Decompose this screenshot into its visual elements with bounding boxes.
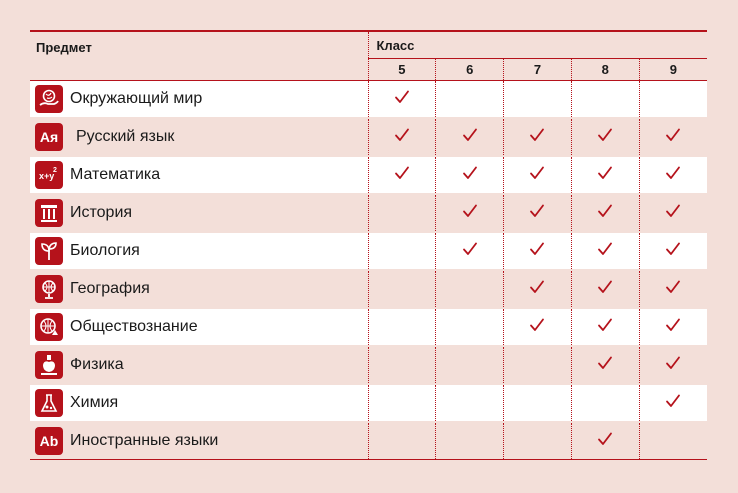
- subject-name: География: [70, 280, 150, 297]
- subject-cell: [30, 232, 368, 270]
- plant-icon: [35, 237, 63, 265]
- grade-cell-8: [571, 308, 639, 346]
- grade-cell-8: [571, 232, 639, 270]
- subject-name: Математика: [70, 166, 161, 183]
- grade-cell-5: [368, 118, 436, 156]
- subject-name: Биология: [70, 242, 140, 259]
- table-row: [30, 156, 707, 194]
- grade-cell-6: [436, 422, 504, 460]
- subject-cell: [30, 422, 368, 460]
- checkmark-icon: [665, 317, 681, 333]
- grade-cell-7: [504, 422, 572, 460]
- grade-cell-6: [436, 346, 504, 384]
- letters-ab-icon: [35, 427, 63, 455]
- header-grade-8: 8: [571, 59, 639, 81]
- grade-cell-8: [571, 156, 639, 194]
- checkmark-icon: [462, 127, 478, 143]
- checkmark-icon: [529, 317, 545, 333]
- grade-cell-5: [368, 194, 436, 232]
- subject-cell: [30, 308, 368, 346]
- subject-cell: [30, 346, 368, 384]
- header-grade-6: 6: [436, 59, 504, 81]
- checkmark-icon: [665, 279, 681, 295]
- grade-cell-9: [639, 156, 707, 194]
- checkmark-icon: [665, 127, 681, 143]
- checkmark-icon: [597, 203, 613, 219]
- subject-name: История: [70, 204, 133, 221]
- table-row: [30, 194, 707, 232]
- checkmark-icon: [665, 355, 681, 371]
- subject-name: Иностранные языки: [70, 432, 219, 449]
- grade-cell-5: [368, 232, 436, 270]
- grade-cell-9: [639, 270, 707, 308]
- grade-cell-9: [639, 308, 707, 346]
- checkmark-icon: [665, 203, 681, 219]
- checkmark-icon: [665, 393, 681, 409]
- math-xy-icon: [35, 161, 63, 189]
- table-row: [30, 384, 707, 422]
- grade-cell-6: [436, 81, 504, 119]
- checkmark-icon: [597, 431, 613, 447]
- grade-cell-8: [571, 194, 639, 232]
- grade-cell-7: [504, 232, 572, 270]
- grade-cell-6: [436, 156, 504, 194]
- checkmark-icon: [394, 89, 410, 105]
- subject-name: Обществознание: [70, 318, 198, 335]
- grade-cell-7: [504, 156, 572, 194]
- letters-aya-icon: [35, 123, 63, 151]
- grade-cell-7: [504, 384, 572, 422]
- grade-cell-6: [436, 308, 504, 346]
- svg-text:2: 2: [53, 167, 57, 174]
- grade-cell-7: [504, 308, 572, 346]
- grade-cell-7: [504, 194, 572, 232]
- grade-cell-6: [436, 232, 504, 270]
- grade-cell-8: [571, 346, 639, 384]
- grade-cell-5: [368, 270, 436, 308]
- grade-cell-9: [639, 384, 707, 422]
- checkmark-icon: [597, 165, 613, 181]
- checkmark-icon: [529, 203, 545, 219]
- header-subject: Предмет: [30, 31, 368, 81]
- subject-name: Окружающий мир: [70, 90, 203, 107]
- header-grade-9: 9: [639, 59, 707, 81]
- table-row: [30, 422, 707, 460]
- checkmark-icon: [597, 279, 613, 295]
- grade-cell-5: [368, 384, 436, 422]
- checkmark-icon: [597, 317, 613, 333]
- grade-cell-7: [504, 81, 572, 119]
- icon-lettering: Ab: [39, 433, 59, 449]
- icon-lettering: Ая: [39, 129, 59, 145]
- subject-cell: [30, 270, 368, 308]
- checkmark-icon: [529, 165, 545, 181]
- checkmark-icon: [462, 241, 478, 257]
- globe-people-icon: [35, 313, 63, 341]
- table-row: [30, 118, 707, 156]
- checkmark-icon: [529, 279, 545, 295]
- subject-cell: [30, 384, 368, 422]
- grade-cell-6: [436, 118, 504, 156]
- checkmark-icon: [394, 165, 410, 181]
- checkmark-icon: [462, 203, 478, 219]
- table-row: [30, 232, 707, 270]
- checkmark-icon: [597, 127, 613, 143]
- checkmark-icon: [597, 241, 613, 257]
- grade-cell-8: [571, 384, 639, 422]
- subject-cell: [30, 81, 368, 119]
- globe-stand-icon: [35, 275, 63, 303]
- subject-name: Химия: [70, 394, 119, 411]
- header-grade-5: 5: [368, 59, 436, 81]
- grade-cell-5: [368, 422, 436, 460]
- grade-cell-8: [571, 270, 639, 308]
- checkmark-icon: [462, 165, 478, 181]
- checkmark-icon: [394, 127, 410, 143]
- flask-icon: [35, 389, 63, 417]
- checkmark-icon: [597, 355, 613, 371]
- subject-cell: [30, 118, 368, 156]
- table-row: [30, 270, 707, 308]
- grade-cell-9: [639, 232, 707, 270]
- globe-hand-icon: [35, 85, 63, 113]
- column-icon: [35, 199, 63, 227]
- checkmark-icon: [665, 241, 681, 257]
- grade-cell-6: [436, 194, 504, 232]
- grade-cell-5: [368, 81, 436, 119]
- subject-name: Физика: [70, 356, 124, 373]
- subjects-table: [30, 30, 707, 460]
- grade-cell-5: [368, 308, 436, 346]
- grade-cell-8: [571, 81, 639, 119]
- grade-cell-5: [368, 156, 436, 194]
- subject-name: Русский язык: [76, 128, 175, 145]
- table-row: [30, 81, 707, 119]
- table-row: [30, 346, 707, 384]
- grade-cell-7: [504, 270, 572, 308]
- grade-cell-6: [436, 270, 504, 308]
- checkmark-icon: [529, 127, 545, 143]
- grade-cell-8: [571, 118, 639, 156]
- grade-cell-8: [571, 422, 639, 460]
- grade-cell-9: [639, 118, 707, 156]
- grade-cell-7: [504, 118, 572, 156]
- grade-cell-9: [639, 422, 707, 460]
- svg-text:x+y: x+y: [39, 171, 55, 181]
- table-row: [30, 308, 707, 346]
- table-body: [30, 81, 707, 460]
- grade-cell-6: [436, 384, 504, 422]
- subject-cell: [30, 156, 368, 194]
- header-grade-7: 7: [504, 59, 572, 81]
- grade-cell-9: [639, 194, 707, 232]
- subject-cell: [30, 194, 368, 232]
- grade-cell-7: [504, 346, 572, 384]
- checkmark-icon: [529, 241, 545, 257]
- grade-cell-9: [639, 81, 707, 119]
- grade-cell-5: [368, 346, 436, 384]
- apple-icon: [35, 351, 63, 379]
- grade-cell-9: [639, 346, 707, 384]
- header-class: Класс: [368, 31, 707, 59]
- checkmark-icon: [665, 165, 681, 181]
